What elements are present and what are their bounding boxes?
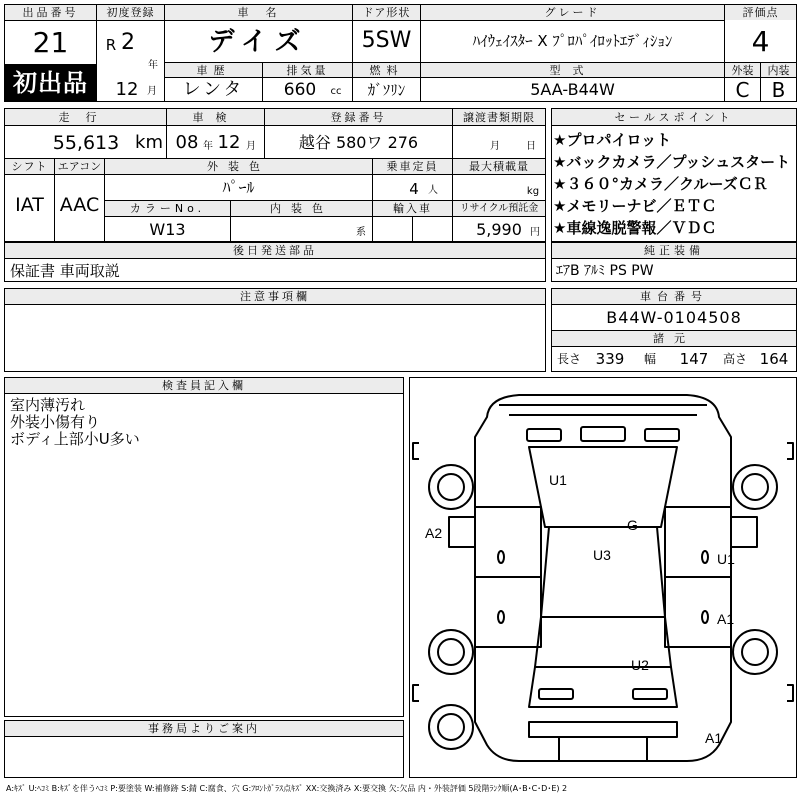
width-label: 幅: [643, 352, 656, 366]
car-name-label: 車 名: [165, 5, 352, 20]
history: レンタ: [182, 79, 245, 100]
model-label: 型式: [421, 63, 724, 77]
ext-color-label: 外装色: [105, 159, 372, 174]
capacity-unit: 人: [428, 185, 438, 196]
notes-label: 注意事項欄: [5, 289, 545, 304]
inspection-month: 12: [217, 132, 241, 153]
damage-mark: A1: [705, 730, 723, 746]
genuine-label: 純正装備: [552, 243, 796, 258]
recycle-label: リサイクル預託金: [453, 201, 545, 216]
shift: IAT: [15, 193, 44, 216]
inspection-year-unit: 年: [203, 141, 213, 152]
lot-number: 21: [32, 26, 69, 59]
first-reg-label: 初度登録: [97, 5, 164, 20]
reg-month: 12: [115, 79, 139, 100]
reg-year: 2: [121, 30, 135, 55]
displacement: 660: [283, 79, 317, 100]
chassis-number: B44W-0104508: [606, 308, 742, 327]
office-label: 事務局よりご案内: [5, 721, 403, 736]
era: R: [105, 35, 117, 54]
recycle-amount: 5,990: [476, 220, 522, 239]
inspector-label: 検査員記入欄: [5, 378, 403, 393]
plate-label: 登録番号: [265, 109, 452, 125]
fuel-label: 燃料: [353, 63, 420, 77]
score: 4: [751, 25, 770, 58]
sales-point-item: ★車線逸脱警報／ＶＤＣ: [553, 218, 717, 237]
damage-mark: U3: [593, 547, 611, 563]
chassis-label: 車台番号: [552, 289, 796, 304]
sales-points-list: [553, 129, 797, 239]
displacement-label: 排気量: [263, 63, 352, 77]
mileage-unit: km: [135, 132, 163, 153]
mileage-label: 走行: [5, 109, 166, 125]
transfer-day-unit: 日: [526, 141, 536, 152]
transfer-month-unit: 月: [490, 141, 500, 152]
sales-point-item: ★バックカメラ／プッシュスタート: [553, 152, 791, 171]
first-listing-badge-text: 初出品: [13, 69, 88, 97]
capacity-label: 乗車定員: [373, 159, 452, 174]
grade: ﾊｲｳｪｲｽﾀｰ X ﾌﾟﾛﾊﾟｲﾛｯﾄｴﾃﾞｨｼｮﾝ: [472, 31, 673, 50]
int-color-unit: 系: [356, 227, 366, 238]
load-unit: kg: [526, 186, 540, 197]
exterior-grade: C: [735, 78, 750, 102]
color-no: W13: [149, 220, 186, 239]
length: 339: [595, 349, 625, 368]
history-label: 車歴: [165, 63, 262, 77]
damage-mark: U2: [631, 657, 649, 673]
height: 164: [759, 349, 789, 368]
inspection-label: 車検: [167, 109, 264, 125]
ext-color: ﾊﾟｰﾙ: [222, 178, 255, 197]
width: 147: [679, 349, 709, 368]
grade-label: グレード: [421, 5, 724, 20]
capacity: 4: [409, 179, 419, 198]
lot-no-label: 出品番号: [5, 5, 96, 20]
load-label: 最大積載量: [453, 159, 545, 174]
details-block: [4, 108, 546, 242]
height-label: 高さ: [722, 352, 747, 366]
genuine-equipment: ｴｱB ｱﾙﾐ PS PW: [556, 263, 654, 279]
transfer-label: 譲渡書類期限: [453, 109, 545, 125]
interior-label: 内装: [761, 63, 796, 77]
int-color-label: 内装色: [231, 201, 372, 216]
later-parts-label: 後日発送部品: [5, 243, 545, 258]
recycle-unit: 円: [530, 227, 540, 238]
interior-grade: B: [771, 78, 786, 102]
door-type: 5SW: [361, 28, 412, 53]
damage-mark: A1: [717, 611, 735, 627]
ac-label: エアコン: [55, 159, 104, 174]
displacement-unit: cc: [330, 86, 342, 97]
shift-label: シフト: [5, 159, 54, 174]
door-label: ドア形状: [353, 5, 420, 20]
inspector-line: 室内薄汚れ: [10, 396, 86, 414]
year-unit: 年: [148, 60, 158, 71]
legend: A:ｷｽﾞ U:ﾍｺﾐ B:ｷｽﾞを伴うﾍｺﾐ P:要塗装 W:補修跡 S:錆 C:腐食、穴 G:ﾌﾛﾝﾄｶﾞﾗｽ点ｷｽﾞ XX:交換済み X:要交換 欠:欠品 内・外装評価 5段階ﾗﾝｸ順(A･B･C･D･E) 2: [6, 784, 568, 793]
mileage: 55,613: [52, 131, 120, 154]
length-label: 長さ: [556, 352, 581, 366]
color-no-label: カラーNo.: [105, 201, 230, 216]
sales-points-label: セールスポイント: [552, 109, 796, 125]
inspector-notes: [10, 397, 390, 448]
car-diagram: [409, 377, 797, 778]
plate: 越谷 580ワ 276: [298, 133, 419, 152]
specs-label: 諸元: [552, 331, 796, 346]
later-parts: 保証書 車両取説: [10, 261, 120, 280]
inspector-line: ボディ上部小U多い: [10, 430, 140, 448]
car-name: デイズ: [208, 27, 309, 57]
import-label: 輸入車: [373, 201, 452, 216]
inspector-line: 外装小傷有り: [10, 413, 101, 431]
damage-mark: U1: [549, 472, 567, 488]
damage-mark: A2: [425, 525, 443, 541]
sales-point-item: ★３６０°カメラ／クルーズＣＲ: [553, 174, 768, 193]
month-unit: 月: [147, 86, 157, 97]
ac: AAC: [59, 193, 100, 216]
exterior-label: 外装: [725, 63, 760, 77]
damage-mark: U1: [717, 551, 735, 567]
model-code: 5AA-B44W: [530, 80, 615, 99]
inspection-month-unit: 月: [246, 141, 256, 152]
inspection-year: 08: [175, 132, 199, 153]
fuel: ｶﾞｿﾘﾝ: [367, 80, 406, 99]
sales-point-item: ★メモリーナビ／ＥＴＣ: [553, 196, 717, 215]
sales-point-item: ★プロパイロット: [553, 130, 672, 149]
score-label: 評価点: [725, 5, 796, 20]
damage-mark: G: [627, 517, 638, 533]
